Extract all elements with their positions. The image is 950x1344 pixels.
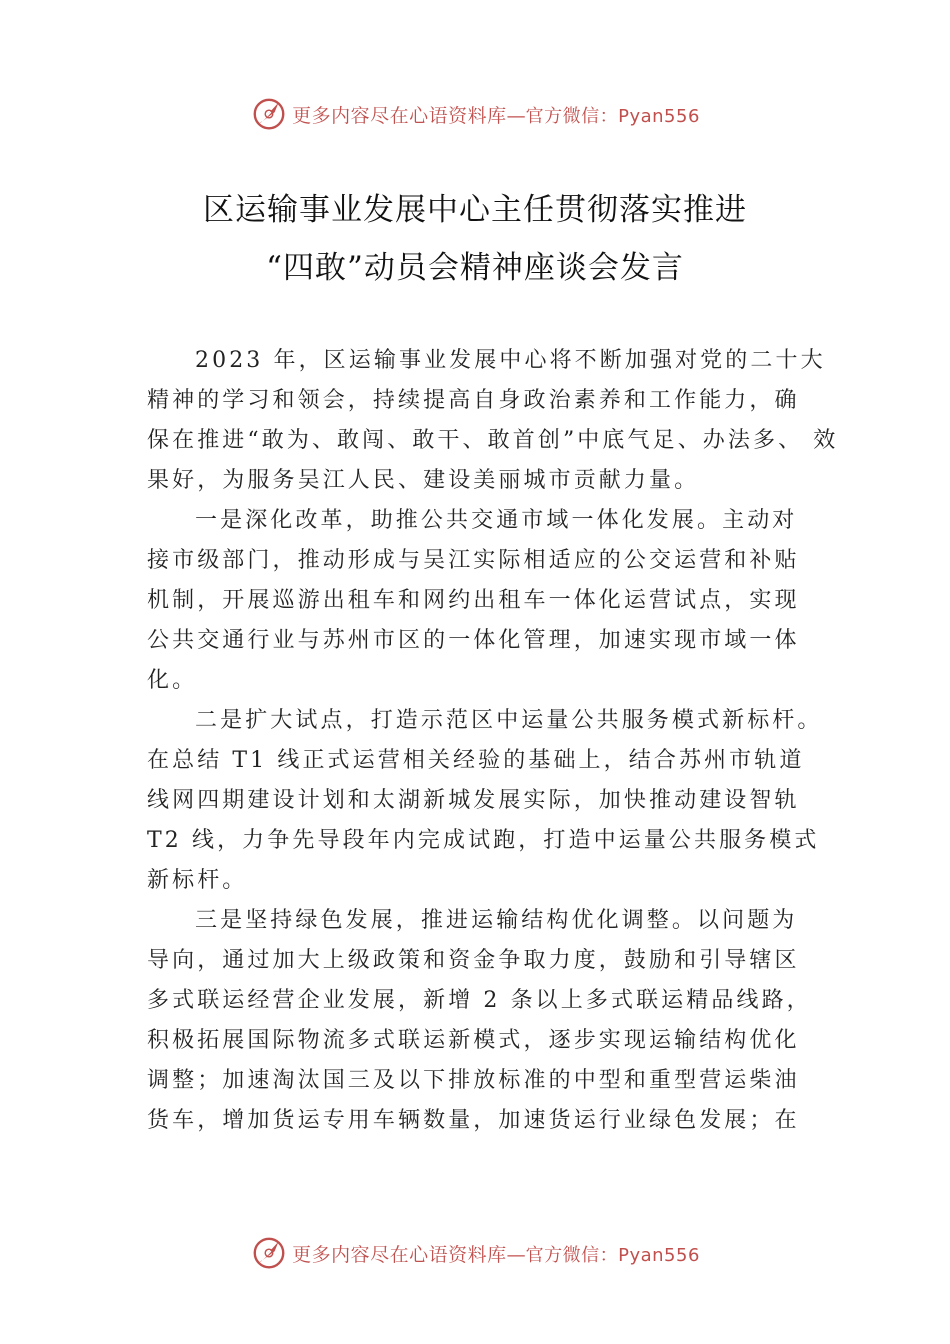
title-line-1: 区运输事业发展中心主任贯彻落实推进 — [203, 192, 747, 228]
paragraph-line: 三是坚持绿色发展，推进运输结构优化调整。以问题为 — [195, 908, 798, 933]
paragraph-line: 公共交通行业与苏州市区的一体化管理，加速实现市域一体 — [147, 628, 800, 653]
document-title — [0, 181, 950, 297]
document-body — [147, 341, 839, 1141]
paragraph-1 — [147, 341, 839, 501]
paragraph-3 — [147, 701, 823, 901]
paragraph-line: 化。 — [147, 668, 198, 693]
paragraph-line: 导向，通过加大上级政策和资金争取力度，鼓励和引导辖区 — [147, 948, 800, 973]
paragraph-line: 接市级部门，推动形成与吴江实际相适应的公交运营和补贴 — [147, 548, 800, 573]
paragraph-line: 一是深化改革，助推公共交通市域一体化发展。主动对 — [195, 508, 798, 533]
paragraph-line: 线网四期建设计划和太湖新城发展实际，加快推动建设智轨 — [147, 788, 800, 813]
paragraph-line: 精神的学习和领会，持续提高自身政治素养和工作能力，确 — [147, 388, 800, 413]
paragraph-line: 积极拓展国际物流多式联运新模式，逐步实现运输结构优化 — [147, 1028, 800, 1053]
paragraph-line: 多式联运经营企业发展，新增 2 条以上多式联运精品线路， — [147, 988, 812, 1013]
paragraph-line: 二是扩大试点，打造示范区中运量公共服务模式新标杆。 — [195, 708, 823, 733]
paragraph-line: 货车，增加货运专用车辆数量，加速货运行业绿色发展；在 — [147, 1108, 800, 1133]
title-line-2: “四敢”动员会精神座谈会发言 — [266, 250, 684, 286]
quill-logo-icon — [250, 95, 288, 133]
banner-wechat: 官方微信：Pyan556 — [525, 105, 700, 127]
quill-logo-icon — [250, 1234, 288, 1272]
footer-banner — [0, 1231, 950, 1275]
banner-text — [292, 1240, 700, 1267]
paragraph-line: 在总结 T1 线正式运营相关经验的基础上，结合苏州市轨道 — [147, 748, 805, 773]
banner-slogan: 更多内容尽在心语资料库 — [292, 1243, 507, 1266]
header-banner — [0, 92, 950, 136]
paragraph-line: 调整；加速淘汰国三及以下排放标准的中型和重型营运柴油 — [147, 1068, 800, 1093]
paragraph-line: 机制，开展巡游出租车和网约出租车一体化运营试点，实现 — [147, 588, 800, 613]
paragraph-line: 2023 年，区运输事业发展中心将不断加强对党的二十大 — [195, 348, 826, 373]
banner-separator: — — [506, 1243, 526, 1266]
paragraph-line: 保在推进“敢为、敢闯、敢干、敢首创”中底气足、办法多、 效 — [147, 428, 839, 453]
banner-text — [292, 101, 700, 128]
paragraph-line: 果好，为服务吴江人民、建设美丽城市贡献力量。 — [147, 468, 700, 493]
paragraph-line: T2 线，力争先导段年内完成试跑，打造中运量公共服务模式 — [147, 828, 820, 853]
banner-wechat: 官方微信：Pyan556 — [525, 1244, 700, 1266]
paragraph-line: 新标杆。 — [147, 868, 248, 893]
paragraph-4 — [147, 901, 812, 1141]
banner-separator: — — [506, 104, 526, 127]
banner-slogan: 更多内容尽在心语资料库 — [292, 104, 507, 127]
paragraph-2 — [147, 501, 807, 701]
